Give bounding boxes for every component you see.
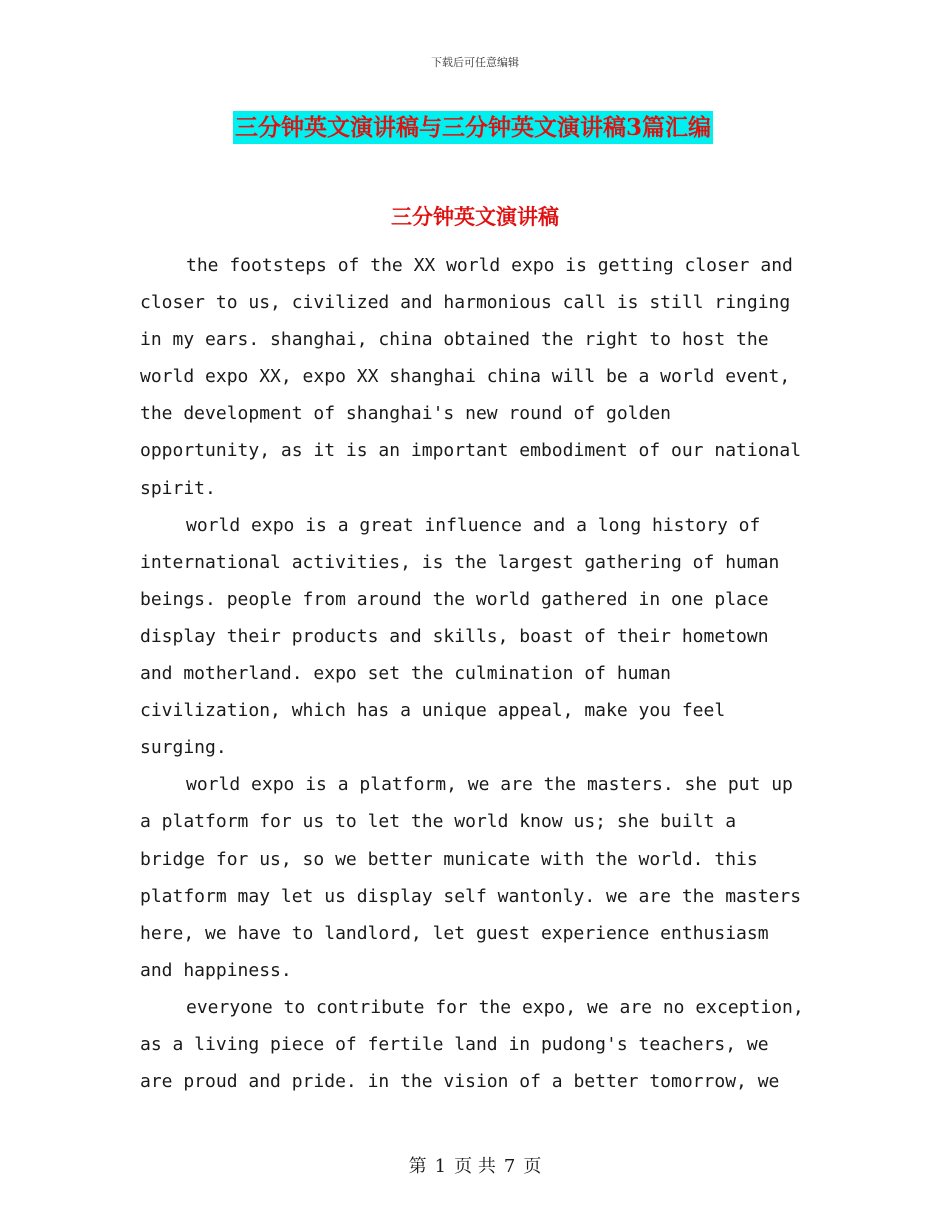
page-label-suffix: 页 xyxy=(523,1156,542,1177)
section-title: 三分钟英文演讲稿 xyxy=(391,204,559,229)
current-page-number: 1 xyxy=(434,1156,447,1177)
page-label-mid: 页 共 xyxy=(454,1156,496,1177)
document-title-container xyxy=(0,111,950,144)
total-pages-number: 7 xyxy=(503,1156,516,1177)
document-title: 三分钟英文演讲稿与三分钟英文演讲稿3篇汇编 xyxy=(233,111,713,144)
paragraph: world expo is a platform, we are the masters. she put up a platform for us to let the world know us; she built a bridge for us, so we better municate with the world. this platform may let us display self wantonly. we are the masters here, we have to landlord, let guest experience enthusiasm and happiness. xyxy=(140,774,802,981)
paragraph: the footsteps of the XX world expo is getting closer and closer to us, civilized and harmonious call is still ringing in my ears. shanghai, china obtained the right to host the world expo XX, expo XX shanghai china will be a world event, the development of shanghai's new round of golden opportunity, as it is an important embodiment of our national spirit. xyxy=(140,255,802,499)
paragraph: everyone to contribute for the expo, we are no exception, as a living piece of fertile land in pudong's teachers, we are proud and pride. in the vision of a better tomorrow, we xyxy=(140,996,804,1093)
body-text xyxy=(140,247,810,1100)
paragraph: world expo is a great influence and a long history of international activities, is the largest gathering of human beings. people from around the world gathered in one place display their products and skills, boast of their hometown and motherland. expo set the culmination of human civilization, which has a unique appeal, make you feel surging. xyxy=(140,514,780,759)
page-footer xyxy=(0,1152,950,1178)
header-note: 下载后可任意编辑 xyxy=(431,56,519,69)
page-label-prefix: 第 xyxy=(408,1156,427,1177)
